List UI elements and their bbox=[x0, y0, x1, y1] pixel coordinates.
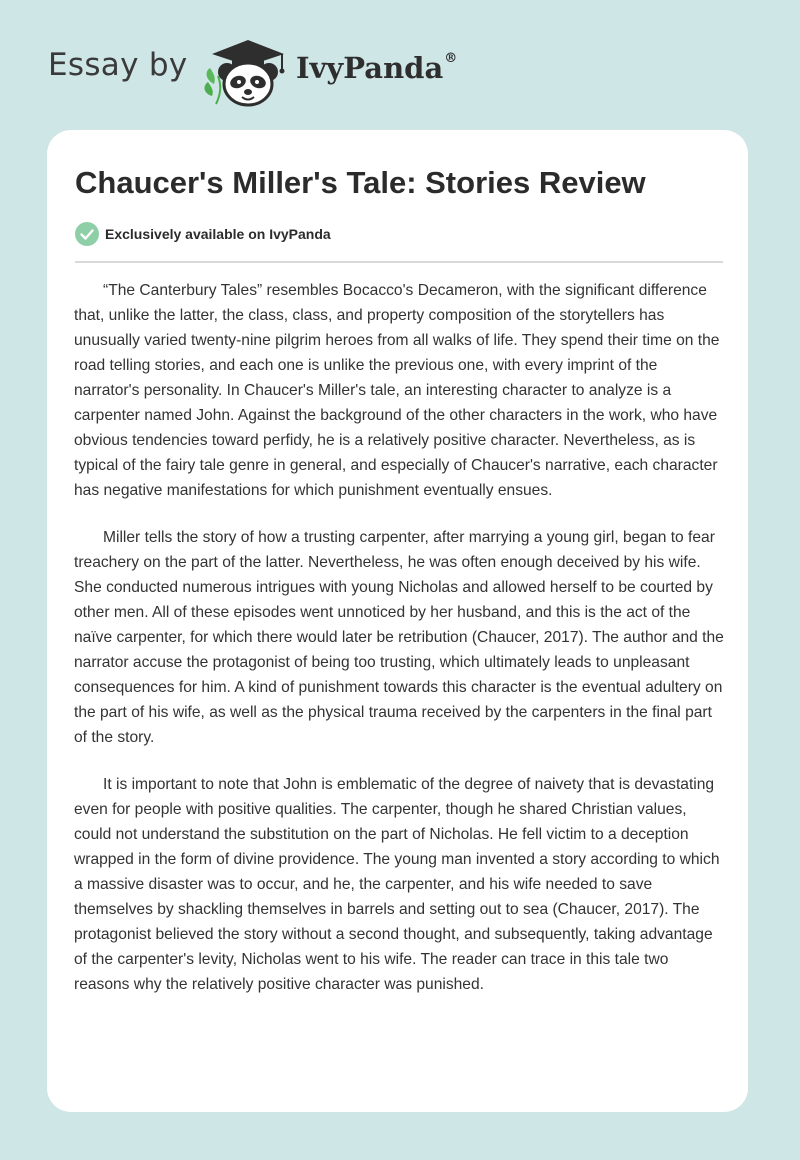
title-divider bbox=[75, 261, 723, 263]
registered-mark: ® bbox=[444, 51, 458, 66]
essay-paragraph: It is important to note that John is emblematic of the degree of naivety that is devastating even for people with positive qualities. The carpenter, though he shared Christian values, could not understand the substitution on the part of Nicholas. He fell victim to a deception wrapped in the form of divine providence. The young man invented a story according to which a massive disaster was to occur, and he, the carpenter, and his wife needed to save themselves by shackling themselves in barrels and setting out to sea (Chaucer, 2017). The protagonist believed the story without a second thought, and subsequently, taking advantage of the carpenter's levity, Nicholas went to his wife. The reader can trace in this tale two reasons why the relatively positive character was punished. bbox=[74, 776, 720, 993]
brand-name bbox=[296, 51, 458, 85]
page-title: Chaucer's Miller's Tale: Stories Review bbox=[75, 165, 646, 200]
essay-body bbox=[74, 278, 726, 1019]
ivypanda-logo[interactable] bbox=[200, 36, 296, 108]
essay-by-label: Essay by bbox=[48, 47, 188, 83]
essay-paragraph: Miller tells the story of how a trusting carpenter, after marrying a young girl, began to fear treachery on the part of the latter. Nevertheless, he was often enough deceived by his wife. She conducted numerous intrigues with young Nicholas and allowed herself to be courted by other men. All of these episodes went unnoticed by her husband, and this is the act of the naïve carpenter, for which there would later be retribution (Chaucer, 2017). The author and the narrator accuse the protagonist of being too trusting, which ultimately leads to unpleasant consequences for him. A kind of punishment towards this character is the eventual adultery on the part of his wife, as well as the physical trauma received by the carpenters in the final part of the story. bbox=[74, 529, 724, 746]
essay-paragraph: “The Canterbury Tales” resembles Bocacco's Decameron, with the significant difference that, unlike the latter, the class, class, and property composition of the storytellers has unusually varied twenty-nine pilgrim heroes from all walks of life. They spend their time on the road telling stories, and each one is unlike the previous one, with every imprint of the narrator's personality. In Chaucer's Miller's tale, an interesting character to analyze is a carpenter named John. Against the background of the other characters in the work, who have obvious tendencies toward perfidy, he is a relatively positive character. Nevertheless, as is typical of the fairy tale genre in general, and especially of Chaucer's narrative, each character has negative manifestations for which punishment eventually ensues. bbox=[74, 282, 720, 499]
panda-graduation-cap-icon bbox=[200, 36, 296, 108]
site-header bbox=[0, 0, 800, 130]
exclusive-badge bbox=[75, 222, 331, 246]
brand-text: IvyPanda bbox=[296, 51, 444, 85]
exclusive-badge-label: Exclusively available on IvyPanda bbox=[105, 226, 331, 242]
check-circle-icon bbox=[75, 222, 99, 246]
essay-card bbox=[47, 130, 748, 1112]
